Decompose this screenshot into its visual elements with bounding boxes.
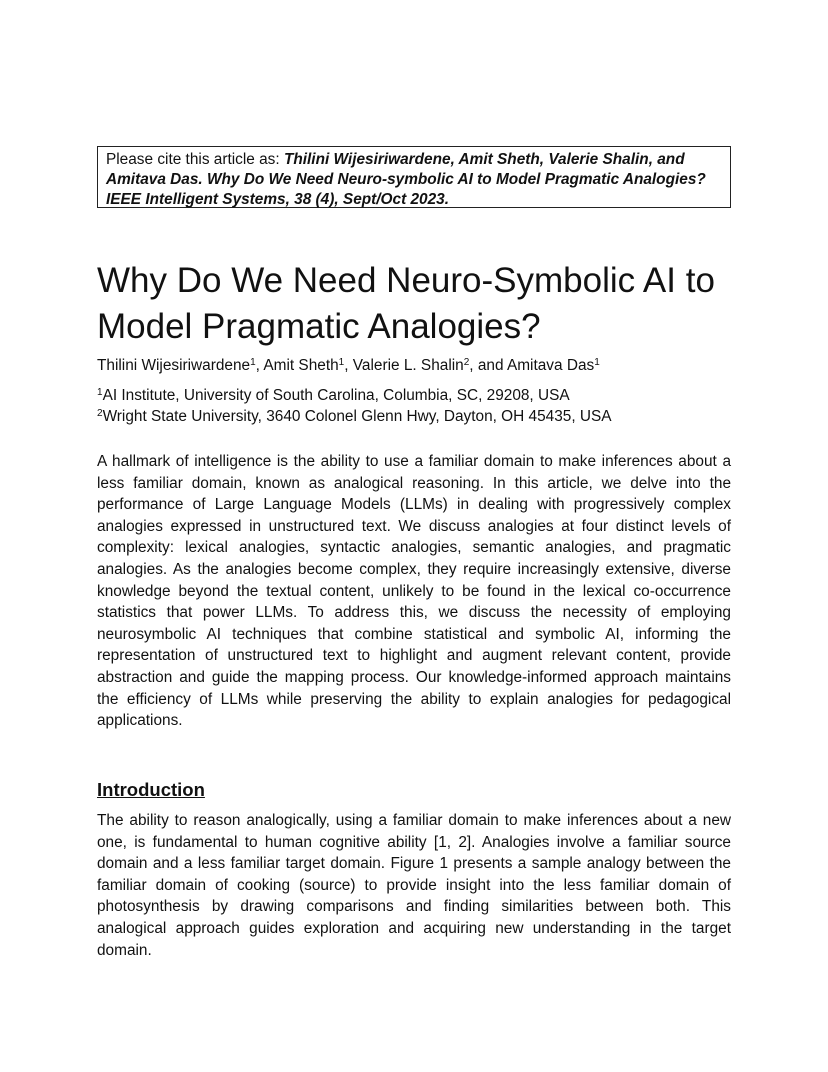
author-list [97, 356, 757, 376]
affiliation-text: Wright State University, 3640 Colonel Glenn Hwy, Dayton, OH 45435, USA [102, 408, 612, 425]
author-separator: , and [469, 357, 507, 374]
citation-prefix: Please cite this article as: [106, 151, 284, 168]
author-separator: , [344, 357, 353, 374]
author-affiliation-mark: 1 [594, 357, 600, 368]
author-affiliation-mark: 1 [250, 357, 256, 368]
affiliation-list [97, 385, 757, 427]
author-affiliation-mark: 1 [338, 357, 345, 368]
affiliation-number: 2 [97, 408, 103, 419]
section-heading-introduction: Introduction [97, 779, 205, 800]
introduction-paragraph: The ability to reason analogically, using a familiar domain to make inferences about a new one, is fundamental to human cognitive ability [1, 2]. Analogies involve a familiar source domain and a less familiar target domain. Figure 1 presents a sample analogy between the familiar domain of cooking (source) to provide insight into the less familiar domain of photosynthesis by drawing comparisons and finding similarities between both. This analogical approach guides exploration and acquiring new understanding in the target domain. [97, 812, 731, 959]
citation-box [97, 146, 731, 208]
affiliation-number: 1 [97, 387, 103, 398]
author-name: Amitava Das [506, 357, 595, 374]
affiliation-text: AI Institute, University of South Carolina, Columbia, SC, 29208, USA [102, 387, 570, 404]
paper-title: Why Do We Need Neuro-Symbolic AI to Model Pragmatic Analogies? [97, 261, 715, 346]
author-name: Valerie L. Shalin [352, 357, 464, 374]
author-separator: , [255, 357, 264, 374]
author-name: Thilini Wijesiriwardene [97, 357, 251, 374]
author-name: Amit Sheth [263, 357, 339, 374]
citation-reference: Thilini Wijesiriwardene, Amit Sheth, Valerie Shalin, and Amitava Das. Why Do We Need Neuro-symbolic AI to Model Pragmatic Analogies? IEEE Intelligent Systems, 38 (4), Sept/Oct 2023. [106, 151, 706, 208]
affiliation-line [97, 406, 757, 427]
abstract: A hallmark of intelligence is the ability to use a familiar domain to make inferences about a less familiar domain, known as analogical reasoning. In this article, we delve into the performance of Large Language Models (LLMs) in dealing with progressively complex analogies expressed in unstructured text. We discuss analogies at four distinct levels of complexity: lexical analogies, syntactic analogies, semantic analogies, and pragmatic analogies. As the analogies become complex, they require increasingly extensive, diverse knowledge beyond the textual content, unlikely to be found in the lexical co-occurrence statistics that power LLMs. To address this, we discuss the necessity of employing neurosymbolic AI techniques that combine statistical and symbolic AI, informing the representation of unstructured text to highlight and augment relevant content, provide abstraction and guide the mapping process. Our knowledge-informed approach maintains the efficiency of LLMs while preserving the ability to explain analogies for pedagogical applications. [97, 453, 731, 730]
affiliation-line [97, 385, 757, 406]
author-affiliation-mark: 2 [463, 357, 470, 368]
